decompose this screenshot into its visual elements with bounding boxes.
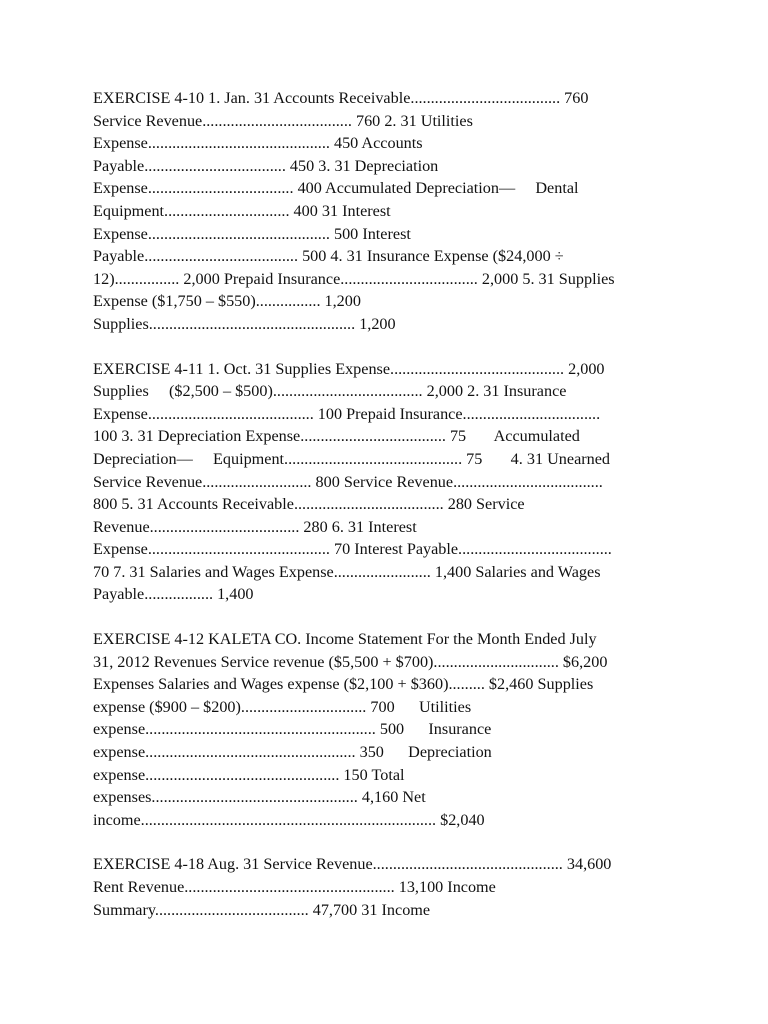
text-line: Payable...................................... 500 4. 31 Insurance Expense ($24,000 ÷ bbox=[93, 247, 564, 266]
text-line: Expense............................................. 500 Interest bbox=[93, 224, 411, 243]
text-line: Expense............................................. 450 Accounts bbox=[93, 134, 423, 153]
text-line: 70 7. 31 Salaries and Wages Expense........................ 1,400 Salaries and Wages bbox=[93, 562, 601, 581]
text-line: Expenses Salaries and Wages expense ($2,100 + $360)......... $2,460 Supplies bbox=[93, 675, 594, 694]
text-line: EXERCISE 4-11 1. Oct. 31 Supplies Expense........................................... 2,000 bbox=[93, 359, 605, 378]
text-line: EXERCISE 4-18 Aug. 31 Service Revenue............................................... 34,600 bbox=[93, 855, 612, 874]
text-line: income......................................................................... $2,040 bbox=[93, 810, 485, 829]
exercise-4-11 bbox=[93, 358, 683, 607]
text-line: Payable................................... 450 3. 31 Depreciation bbox=[93, 156, 439, 175]
text-line: Payable................. 1,400 bbox=[93, 585, 254, 604]
text-line: EXERCISE 4-12 KALETA CO. Income Statement For the Month Ended July bbox=[93, 630, 597, 649]
text-line: expenses................................................... 4,160 Net bbox=[93, 788, 426, 807]
exercise-4-12 bbox=[93, 628, 683, 831]
text-line: Revenue..................................... 280 6. 31 Interest bbox=[93, 517, 417, 536]
text-line: expense......................................................... 500 Insurance bbox=[93, 720, 492, 739]
text-line: 12)................ 2,000 Prepaid Insurance.................................. 2,000 5. 31 Supplies bbox=[93, 269, 615, 288]
exercise-4-18 bbox=[93, 853, 683, 921]
text-line: Rent Revenue.................................................... 13,100 Income bbox=[93, 878, 496, 896]
text-line: expense ($900 – $200)............................... 700 Utilities bbox=[93, 697, 472, 716]
text-line: Expense......................................... 100 Prepaid Insurance.................................. bbox=[93, 404, 601, 423]
text-line: Expense.................................... 400 Accumulated Depreciation— Dental bbox=[93, 179, 579, 198]
text-line: 800 5. 31 Accounts Receivable..................................... 280 Service bbox=[93, 495, 525, 514]
text-line: EXERCISE 4-10 1. Jan. 31 Accounts Receivable..................................... 760 bbox=[93, 89, 589, 107]
text-line: 31, 2012 Revenues Service revenue ($5,500 + $700)............................... $6,200 bbox=[93, 652, 608, 671]
text-line: Depreciation— Equipment............................................ 75 4. 31 Unearned bbox=[93, 449, 611, 468]
text-line: Service Revenue........................... 800 Service Revenue..................................... bbox=[93, 472, 603, 491]
text-line: Summary...................................... 47,700 31 Income bbox=[93, 900, 431, 919]
exercise-4-10 bbox=[93, 87, 683, 336]
text-line: Equipment............................... 400 31 Interest bbox=[93, 201, 391, 220]
text-line: Expense............................................. 70 Interest Payable...................................... bbox=[93, 540, 612, 559]
text-line: Supplies................................................... 1,200 bbox=[93, 314, 396, 333]
text-line: Supplies ($2,500 – $500)..................................... 2,000 2. 31 Insurance bbox=[93, 382, 567, 401]
text-line: Expense ($1,750 – $550)................ 1,200 bbox=[93, 292, 361, 311]
text-line: Service Revenue..................................... 760 2. 31 Utilities bbox=[93, 111, 473, 130]
text-line: expense.................................................... 350 Depreciation bbox=[93, 743, 492, 762]
text-line: 100 3. 31 Depreciation Expense.................................... 75 Accumulated bbox=[93, 427, 580, 446]
document-page bbox=[93, 87, 683, 943]
text-line: expense................................................ 150 Total bbox=[93, 765, 405, 784]
